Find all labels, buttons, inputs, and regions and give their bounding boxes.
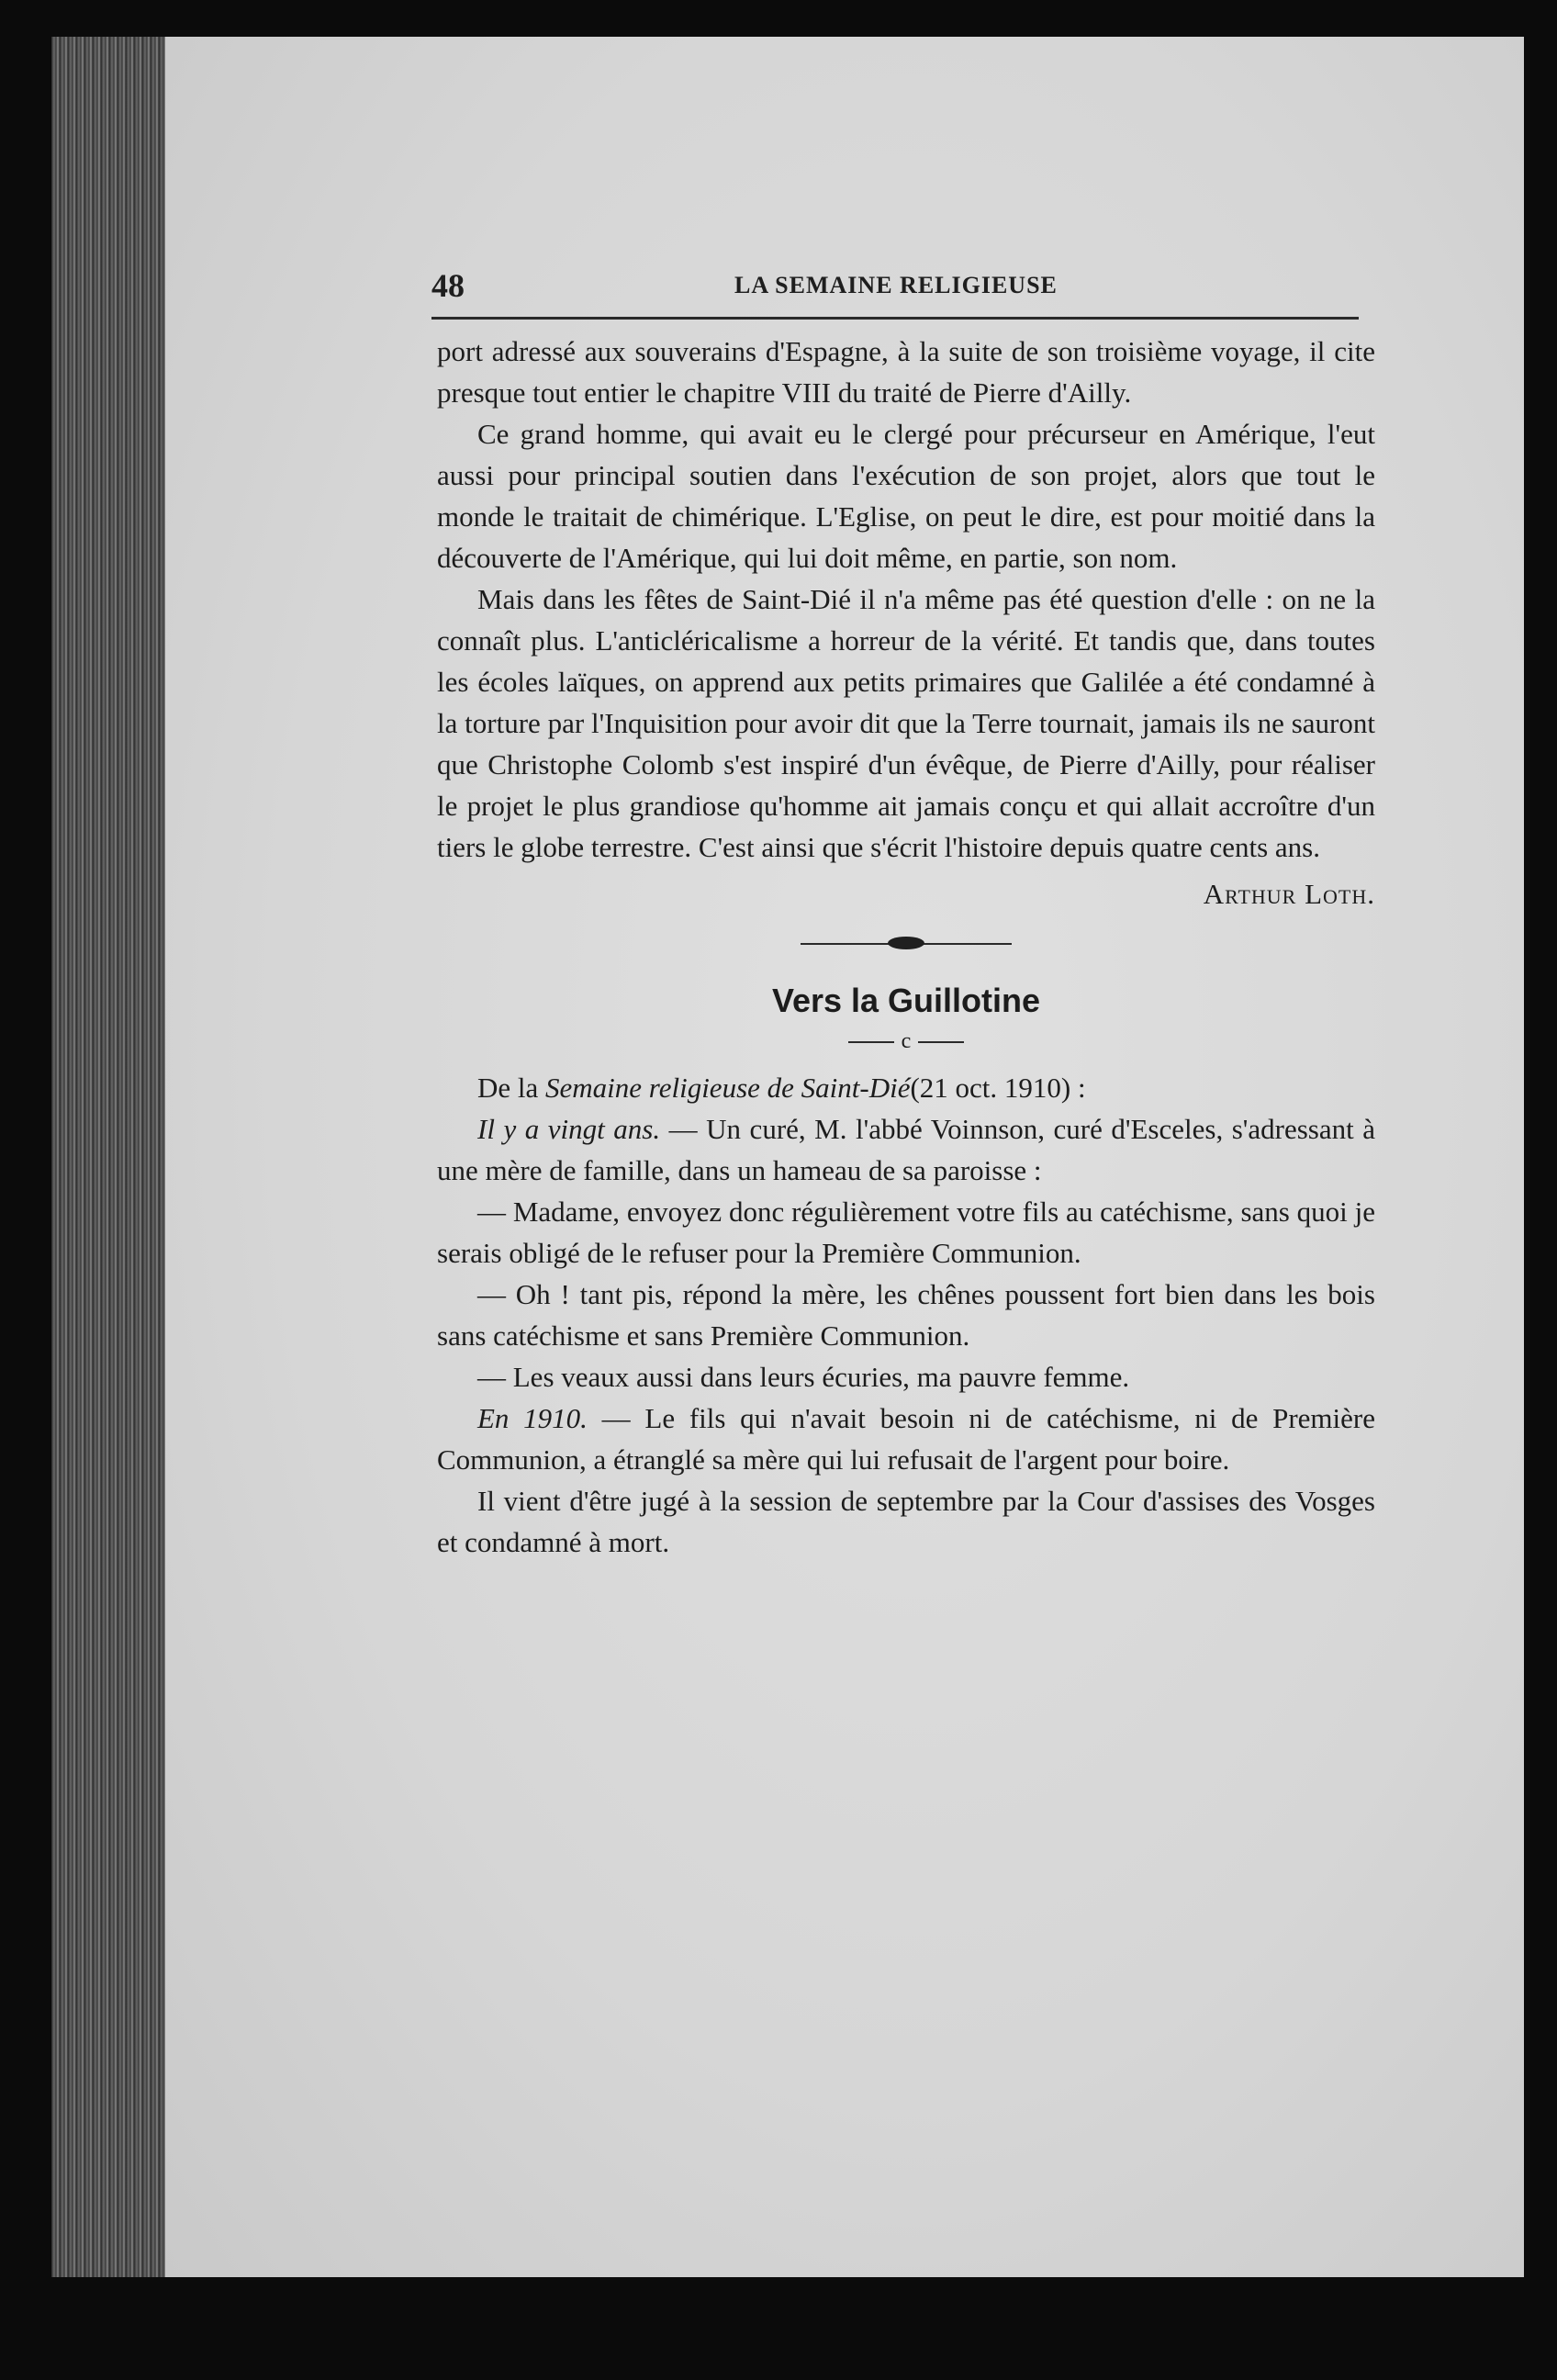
- paragraph: Il vient d'être jugé à la session de septembre par la Cour d'assises des Vosges et condamné à mort.: [437, 1485, 1375, 1558]
- book-page-edges: [51, 37, 167, 2277]
- paragraph: Il y a vingt ans. — Un curé, M. l'abbé Voinnson, curé d'Esceles, s'adressant à une mère de famille, dans un hameau de sa paroisse :: [437, 1113, 1375, 1186]
- page-body: [437, 331, 1375, 1563]
- running-title: LA SEMAINE RELIGIEUSE: [734, 272, 1058, 298]
- paragraph: port adressé aux souverains d'Espagne, à la suite de son troisième voyage, il cite presque tout entier le chapitre VIII du traité de Pierre d'Ailly.: [437, 335, 1375, 409]
- author-signature: Arthur Loth.: [1203, 878, 1375, 910]
- paragraph: — Les veaux aussi dans leurs écuries, ma pauvre femme.: [477, 1361, 1130, 1393]
- header-rule: [431, 317, 1359, 320]
- title-mark: c: [437, 1023, 1375, 1060]
- source-line: De la Semaine religieuse de Saint-Dié(21 oct. 1910) :: [477, 1072, 1086, 1104]
- page-number: 48: [431, 267, 465, 304]
- paragraph: — Oh ! tant pis, répond la mère, les chênes poussent fort bien dans les bois sans catéchisme et sans Première Communion.: [437, 1278, 1375, 1352]
- paragraph: Mais dans les fêtes de Saint-Dié il n'a même pas été question d'elle : on ne la connaît plus. L'anticléricalisme a horreur de la vérité. Et tandis que, dans toutes les écoles laïques, on apprend aux petits primaires que Galilée a été condamné à la torture par l'Inquisition pour avoir dit que la Terre tournait, jamais ils ne sauront que Christophe Colomb s'est inspiré d'un évêque, de Pierre d'Ailly, pour réaliser le projet le plus grandiose qu'homme ait jamais conçu et qui allait accroître d'un tiers le globe terrestre. C'est ainsi que s'écrit l'histoire depuis quatre cents ans.: [437, 583, 1375, 863]
- page-header: [431, 266, 1359, 312]
- article-title: Vers la Guillotine: [771, 982, 1041, 1019]
- paragraph: — Madame, envoyez donc régulièrement votre fils au catéchisme, sans quoi je serais obligé de le refuser pour la Première Communion.: [437, 1196, 1375, 1269]
- paragraph: En 1910. — Le fils qui n'avait besoin ni de catéchisme, ni de Première Communion, a étranglé sa mère qui lui refusait de l'argent pour boire.: [437, 1402, 1375, 1476]
- section-ornament: [801, 933, 1012, 955]
- paragraph: Ce grand homme, qui avait eu le clergé pour précurseur en Amérique, l'eut aussi pour principal soutien dans l'exécution de son projet, alors que tout le monde le traitait de chimérique. L'Eglise, on peut le dire, est pour moitié dans la découverte de l'Amérique, qui lui doit même, en partie, son nom.: [437, 418, 1375, 574]
